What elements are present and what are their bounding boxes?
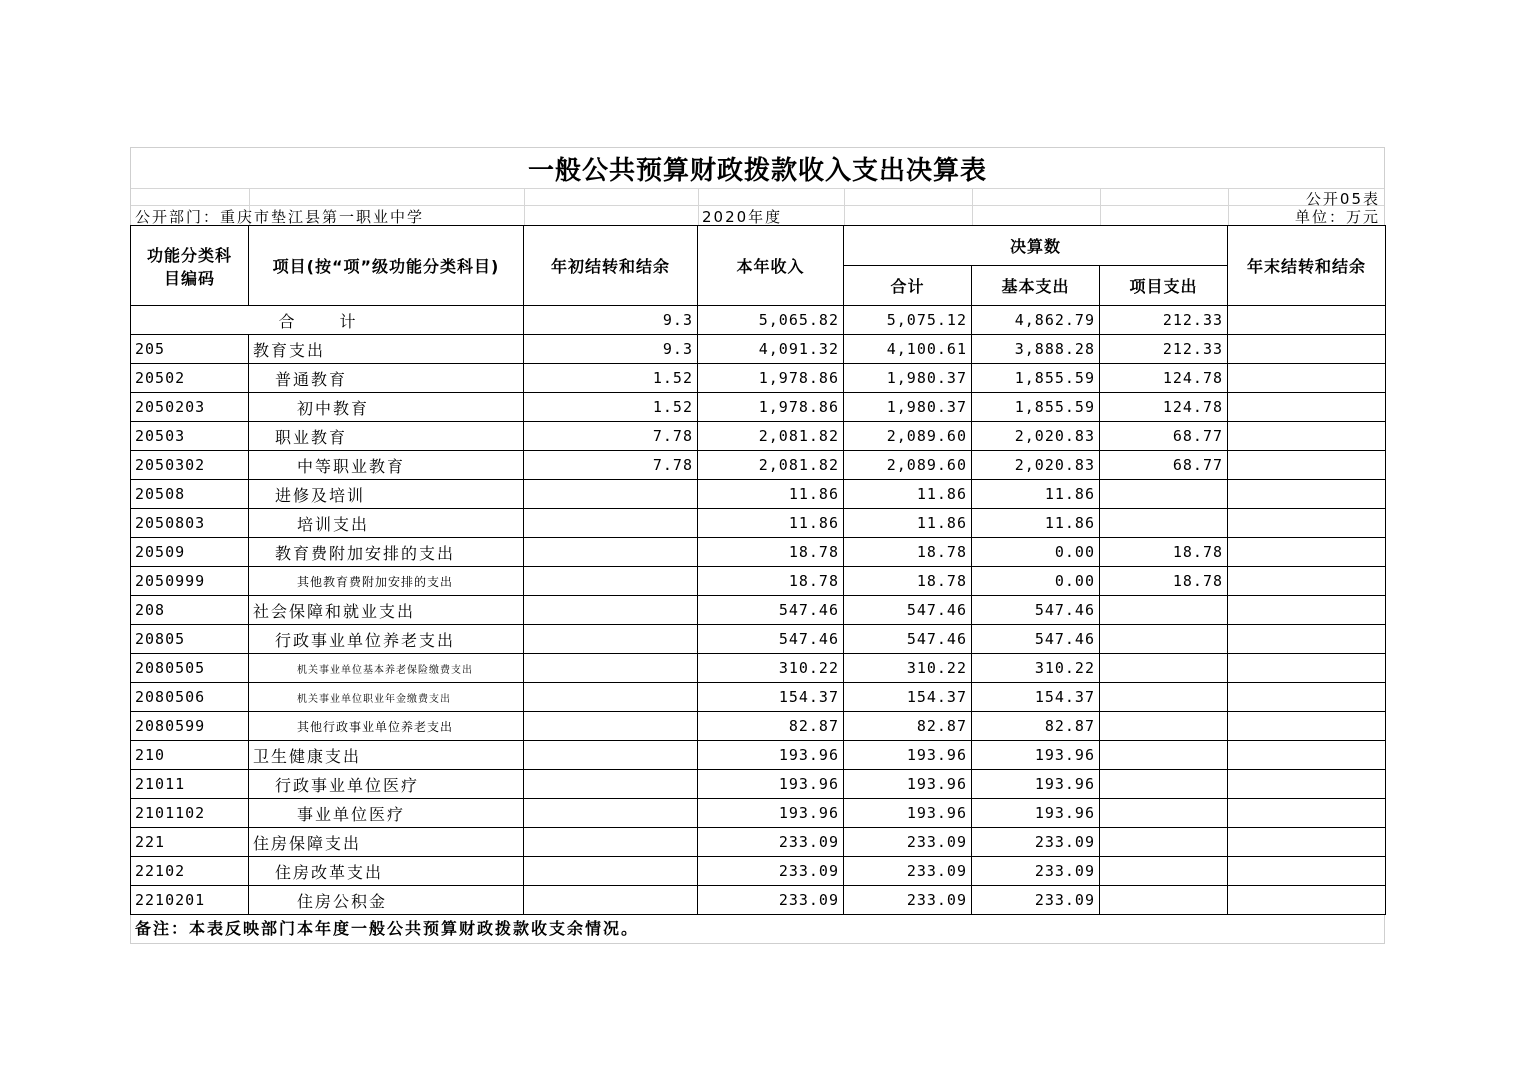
table-row	[131, 596, 1386, 625]
row-begin: 7.78	[524, 422, 698, 451]
total-begin: 9.3	[524, 306, 698, 335]
row-income: 233.09	[698, 828, 844, 857]
row-project: 18.78	[1100, 567, 1228, 596]
row-total: 11.86	[844, 509, 972, 538]
row-name: 住房改革支出	[249, 857, 524, 886]
table-row	[131, 625, 1386, 654]
row-begin	[524, 509, 698, 538]
row-project	[1100, 625, 1228, 654]
table-row	[131, 335, 1386, 364]
row-end	[1228, 335, 1386, 364]
row-basic: 11.86	[972, 480, 1100, 509]
row-project	[1100, 596, 1228, 625]
table-row	[131, 886, 1386, 915]
row-income: 193.96	[698, 770, 844, 799]
row-total: 2,089.60	[844, 422, 972, 451]
table-row	[131, 509, 1386, 538]
row-basic: 11.86	[972, 509, 1100, 538]
budget-sheet	[130, 147, 1385, 944]
row-begin	[524, 625, 698, 654]
row-total: 233.09	[844, 857, 972, 886]
header-project: 项目支出	[1100, 266, 1228, 306]
row-basic: 2,020.83	[972, 451, 1100, 480]
row-basic: 233.09	[972, 857, 1100, 886]
table-row	[131, 451, 1386, 480]
row-begin: 1.52	[524, 393, 698, 422]
row-code: 2080506	[131, 683, 249, 712]
header-item: 项目(按“项”级功能分类科目)	[249, 226, 524, 306]
row-code: 2080505	[131, 654, 249, 683]
row-code: 210	[131, 741, 249, 770]
row-project	[1100, 509, 1228, 538]
row-project: 18.78	[1100, 538, 1228, 567]
sheet-title: 一般公共预算财政拨款收入支出决算表	[130, 147, 1385, 188]
row-income: 1,978.86	[698, 393, 844, 422]
row-income: 193.96	[698, 741, 844, 770]
row-code: 22102	[131, 857, 249, 886]
row-name: 机关事业单位职业年金缴费支出	[249, 683, 524, 712]
row-name: 进修及培训	[249, 480, 524, 509]
row-project	[1100, 683, 1228, 712]
row-basic: 547.46	[972, 596, 1100, 625]
row-project: 212.33	[1100, 335, 1228, 364]
row-total: 1,980.37	[844, 393, 972, 422]
row-code: 20508	[131, 480, 249, 509]
row-basic: 233.09	[972, 886, 1100, 915]
row-project	[1100, 886, 1228, 915]
row-income: 11.86	[698, 480, 844, 509]
row-code: 2050302	[131, 451, 249, 480]
row-income: 547.46	[698, 625, 844, 654]
row-total: 18.78	[844, 538, 972, 567]
total-end	[1228, 306, 1386, 335]
row-basic: 0.00	[972, 538, 1100, 567]
row-income: 4,091.32	[698, 335, 844, 364]
row-name: 普通教育	[249, 364, 524, 393]
row-name: 职业教育	[249, 422, 524, 451]
row-name: 初中教育	[249, 393, 524, 422]
row-end	[1228, 625, 1386, 654]
row-name: 卫生健康支出	[249, 741, 524, 770]
row-total: 233.09	[844, 886, 972, 915]
row-basic: 547.46	[972, 625, 1100, 654]
table-row	[131, 422, 1386, 451]
row-begin	[524, 654, 698, 683]
row-total: 193.96	[844, 799, 972, 828]
header-code: 功能分类科目编码	[131, 226, 249, 306]
row-basic: 1,855.59	[972, 364, 1100, 393]
header-final: 决算数	[844, 226, 1228, 266]
row-basic: 233.09	[972, 828, 1100, 857]
row-end	[1228, 770, 1386, 799]
total-basic: 4,862.79	[972, 306, 1100, 335]
row-end	[1228, 886, 1386, 915]
row-project: 124.78	[1100, 364, 1228, 393]
header-total: 合计	[844, 266, 972, 306]
row-begin	[524, 567, 698, 596]
row-end	[1228, 741, 1386, 770]
row-name: 住房保障支出	[249, 828, 524, 857]
row-income: 547.46	[698, 596, 844, 625]
row-income: 18.78	[698, 567, 844, 596]
row-name: 教育支出	[249, 335, 524, 364]
row-code: 20503	[131, 422, 249, 451]
table-row	[131, 480, 1386, 509]
row-code: 2080599	[131, 712, 249, 741]
footnote: 备注：本表反映部门本年度一般公共预算财政拨款收支余情况。	[130, 915, 1385, 944]
row-total: 310.22	[844, 654, 972, 683]
row-code: 21011	[131, 770, 249, 799]
row-begin	[524, 741, 698, 770]
row-end	[1228, 567, 1386, 596]
row-code: 2050803	[131, 509, 249, 538]
table-row	[131, 364, 1386, 393]
row-total: 4,100.61	[844, 335, 972, 364]
row-code: 20502	[131, 364, 249, 393]
row-name: 其他教育费附加安排的支出	[249, 567, 524, 596]
row-begin	[524, 828, 698, 857]
row-begin: 7.78	[524, 451, 698, 480]
row-total: 193.96	[844, 770, 972, 799]
row-name: 中等职业教育	[249, 451, 524, 480]
row-income: 154.37	[698, 683, 844, 712]
row-project	[1100, 770, 1228, 799]
row-income: 1,978.86	[698, 364, 844, 393]
row-end	[1228, 596, 1386, 625]
row-end	[1228, 857, 1386, 886]
row-begin: 9.3	[524, 335, 698, 364]
table-row	[131, 770, 1386, 799]
row-name: 社会保障和就业支出	[249, 596, 524, 625]
header-end-balance: 年末结转和结余	[1228, 226, 1386, 306]
row-name: 培训支出	[249, 509, 524, 538]
row-basic: 193.96	[972, 770, 1100, 799]
row-end	[1228, 364, 1386, 393]
table-row	[131, 538, 1386, 567]
row-begin	[524, 480, 698, 509]
row-basic: 193.96	[972, 741, 1100, 770]
header-basic: 基本支出	[972, 266, 1100, 306]
row-code: 2050203	[131, 393, 249, 422]
row-project	[1100, 712, 1228, 741]
row-name: 行政事业单位养老支出	[249, 625, 524, 654]
table-row	[131, 654, 1386, 683]
row-total: 82.87	[844, 712, 972, 741]
row-end	[1228, 451, 1386, 480]
row-total: 547.46	[844, 625, 972, 654]
header-income: 本年收入	[698, 226, 844, 306]
table-row	[131, 741, 1386, 770]
row-total: 233.09	[844, 828, 972, 857]
row-total: 2,089.60	[844, 451, 972, 480]
total-label: 合 计	[131, 306, 524, 335]
row-basic: 310.22	[972, 654, 1100, 683]
row-code: 208	[131, 596, 249, 625]
row-begin	[524, 596, 698, 625]
row-end	[1228, 480, 1386, 509]
form-number: 公开05表	[1305, 190, 1380, 208]
row-project: 68.77	[1100, 451, 1228, 480]
row-total: 11.86	[844, 480, 972, 509]
row-basic: 3,888.28	[972, 335, 1100, 364]
row-begin	[524, 857, 698, 886]
header-begin-balance: 年初结转和结余	[524, 226, 698, 306]
row-income: 18.78	[698, 538, 844, 567]
table-row	[131, 683, 1386, 712]
row-begin	[524, 799, 698, 828]
row-project	[1100, 857, 1228, 886]
budget-table	[130, 225, 1386, 915]
row-code: 2050999	[131, 567, 249, 596]
row-project: 124.78	[1100, 393, 1228, 422]
row-income: 310.22	[698, 654, 844, 683]
row-code: 205	[131, 335, 249, 364]
row-begin	[524, 538, 698, 567]
row-total: 18.78	[844, 567, 972, 596]
row-basic: 1,855.59	[972, 393, 1100, 422]
row-name: 教育费附加安排的支出	[249, 538, 524, 567]
row-end	[1228, 799, 1386, 828]
row-name: 其他行政事业单位养老支出	[249, 712, 524, 741]
row-project	[1100, 799, 1228, 828]
row-end	[1228, 538, 1386, 567]
total-income: 5,065.82	[698, 306, 844, 335]
row-basic: 82.87	[972, 712, 1100, 741]
row-basic: 154.37	[972, 683, 1100, 712]
row-income: 193.96	[698, 799, 844, 828]
row-income: 11.86	[698, 509, 844, 538]
table-row	[131, 712, 1386, 741]
row-total: 547.46	[844, 596, 972, 625]
row-basic: 0.00	[972, 567, 1100, 596]
row-project	[1100, 654, 1228, 683]
row-income: 2,081.82	[698, 451, 844, 480]
row-code: 20805	[131, 625, 249, 654]
row-name: 事业单位医疗	[249, 799, 524, 828]
row-total: 154.37	[844, 683, 972, 712]
year-label: 2020年度	[702, 208, 783, 226]
row-end	[1228, 422, 1386, 451]
row-begin	[524, 886, 698, 915]
sheet-meta	[130, 188, 1385, 225]
row-total: 193.96	[844, 741, 972, 770]
table-row	[131, 857, 1386, 886]
row-end	[1228, 654, 1386, 683]
row-code: 221	[131, 828, 249, 857]
row-name: 行政事业单位医疗	[249, 770, 524, 799]
row-income: 2,081.82	[698, 422, 844, 451]
row-code: 20509	[131, 538, 249, 567]
row-total: 1,980.37	[844, 364, 972, 393]
row-end	[1228, 509, 1386, 538]
department-label: 公开部门：重庆市垫江县第一职业中学	[135, 208, 425, 226]
row-end	[1228, 393, 1386, 422]
row-begin	[524, 770, 698, 799]
row-end	[1228, 683, 1386, 712]
row-income: 233.09	[698, 857, 844, 886]
total-total: 5,075.12	[844, 306, 972, 335]
row-project	[1100, 741, 1228, 770]
row-income: 82.87	[698, 712, 844, 741]
row-project: 68.77	[1100, 422, 1228, 451]
row-income: 233.09	[698, 886, 844, 915]
row-name: 住房公积金	[249, 886, 524, 915]
table-row	[131, 799, 1386, 828]
unit-label: 单位：万元	[1294, 208, 1380, 226]
total-project: 212.33	[1100, 306, 1228, 335]
row-code: 2101102	[131, 799, 249, 828]
row-begin	[524, 712, 698, 741]
row-project	[1100, 828, 1228, 857]
table-row	[131, 828, 1386, 857]
row-basic: 193.96	[972, 799, 1100, 828]
row-end	[1228, 828, 1386, 857]
row-begin: 1.52	[524, 364, 698, 393]
row-code: 2210201	[131, 886, 249, 915]
row-name: 机关事业单位基本养老保险缴费支出	[249, 654, 524, 683]
total-row	[131, 306, 1386, 335]
row-basic: 2,020.83	[972, 422, 1100, 451]
table-row	[131, 393, 1386, 422]
row-begin	[524, 683, 698, 712]
row-end	[1228, 712, 1386, 741]
table-row	[131, 567, 1386, 596]
row-project	[1100, 480, 1228, 509]
